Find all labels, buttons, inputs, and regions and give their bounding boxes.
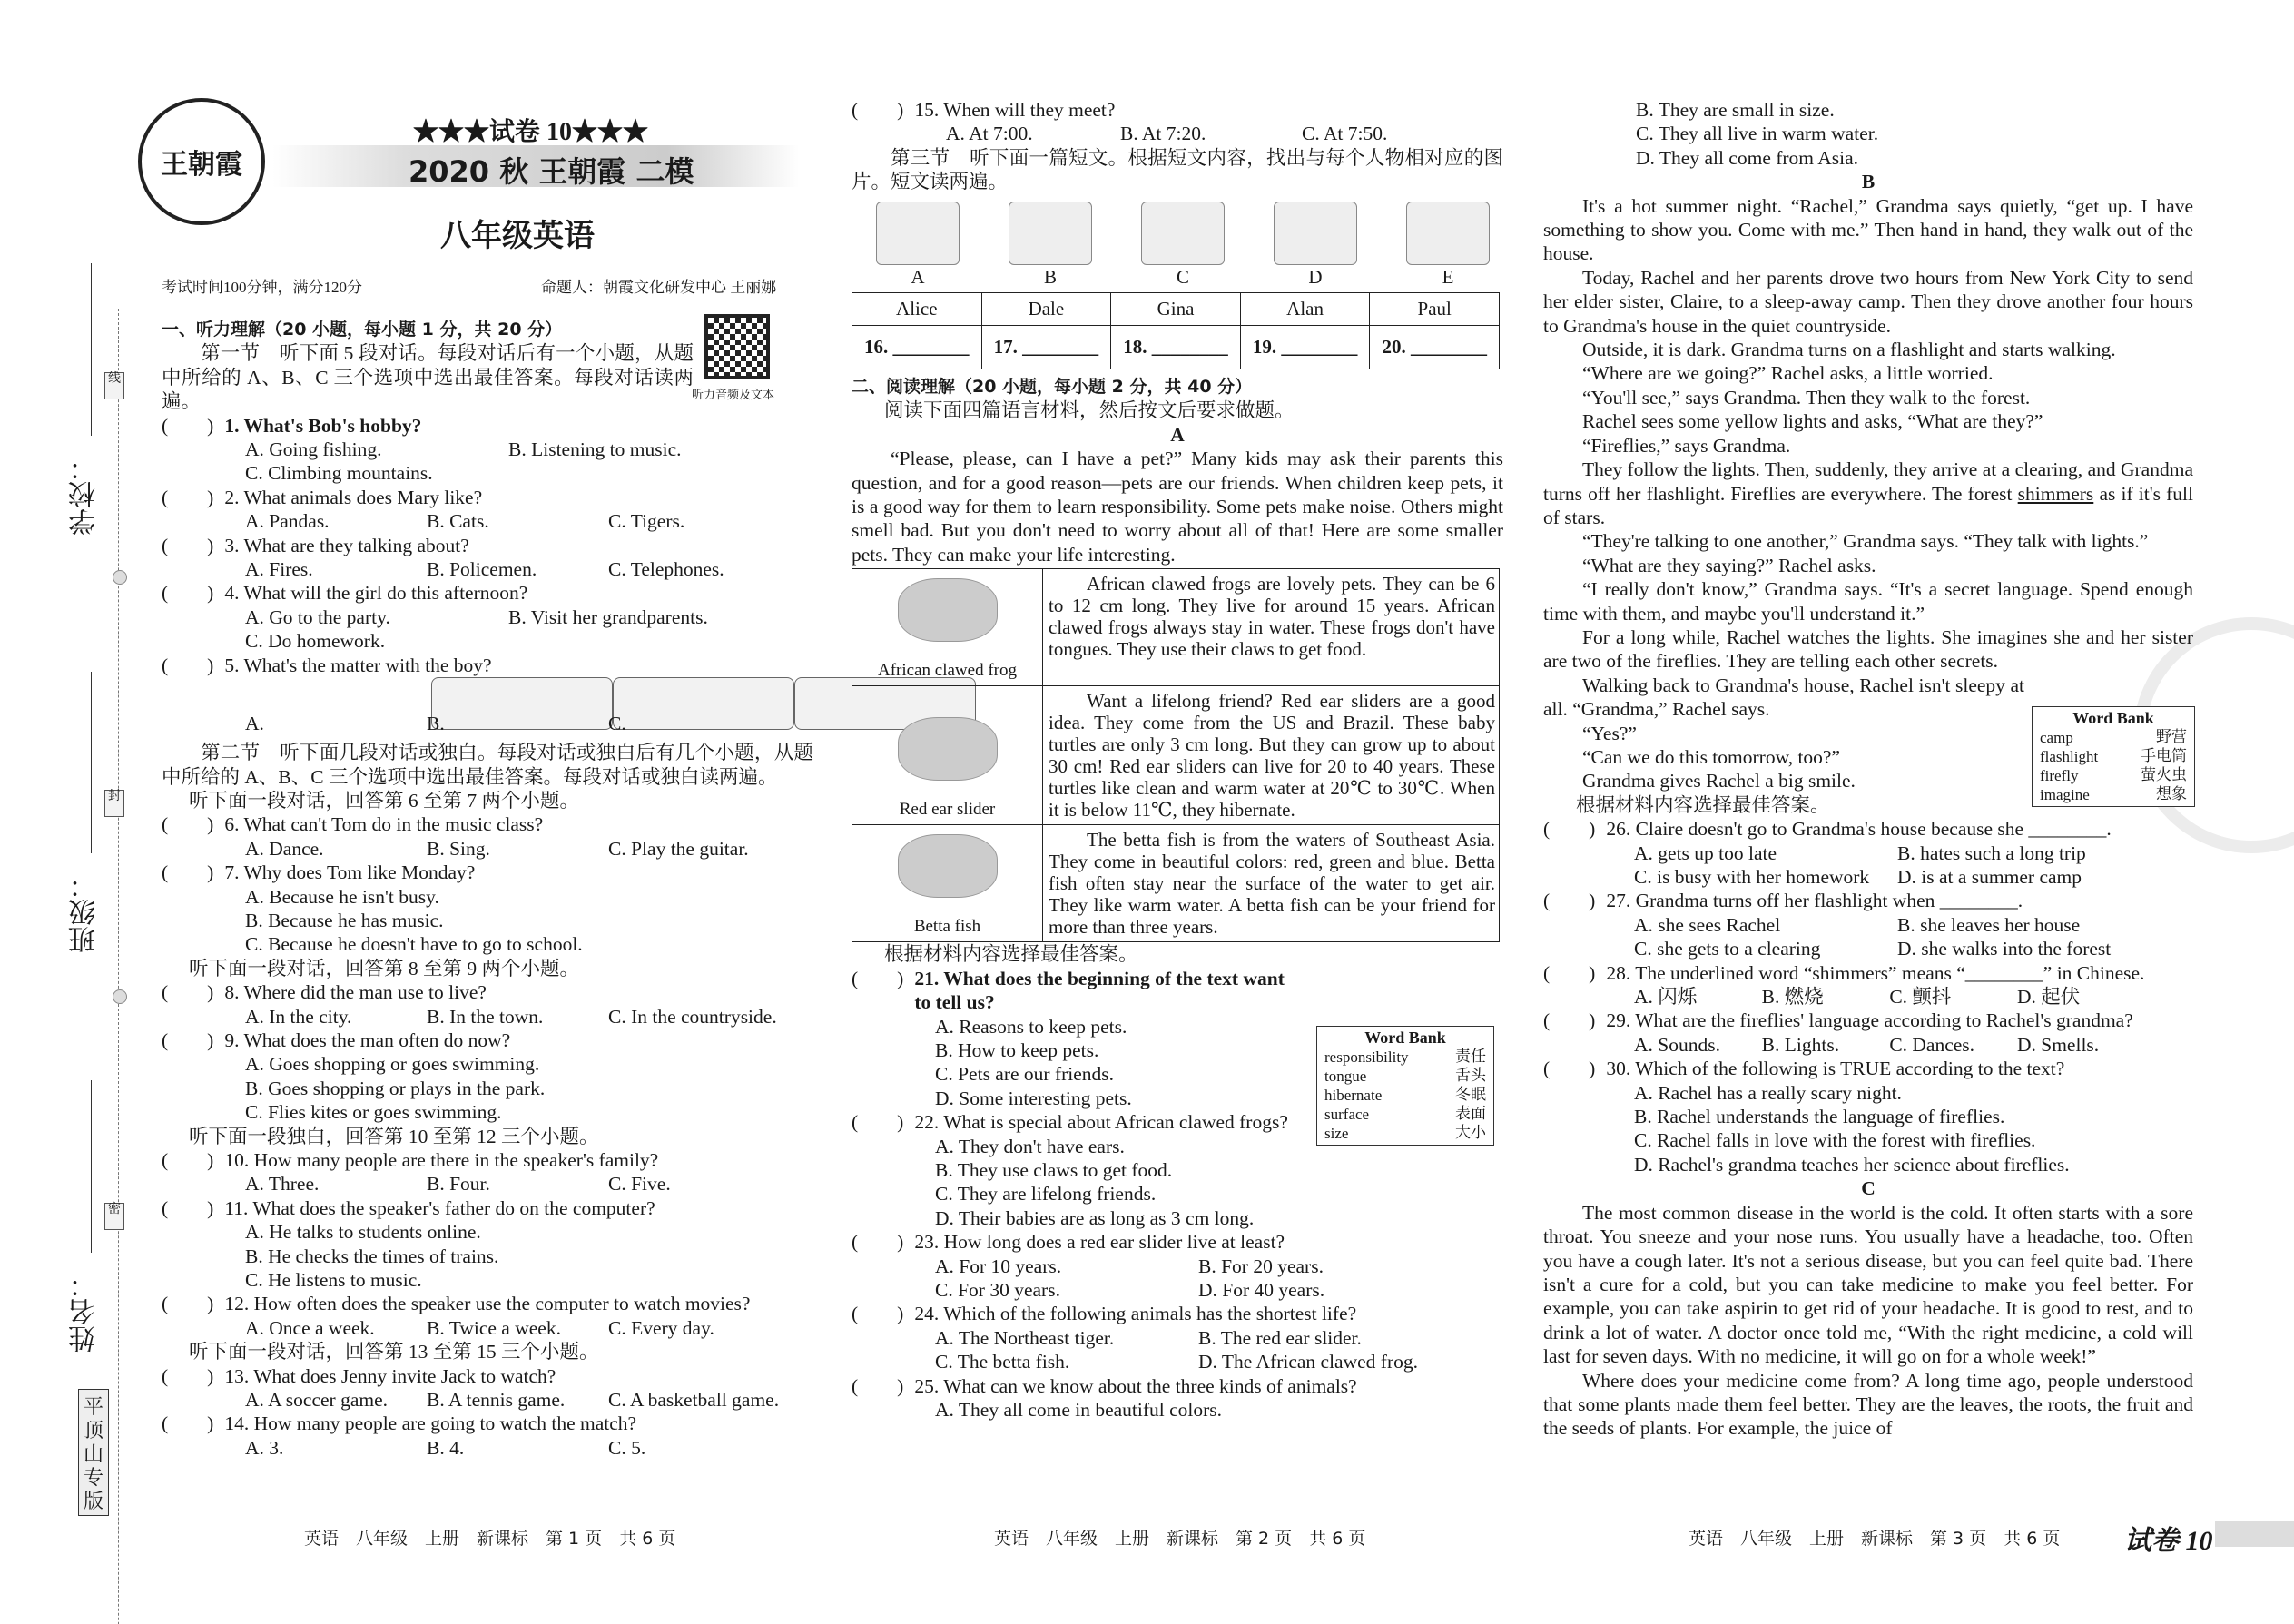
option: A. Reasons to keep pets. <box>935 1015 1127 1038</box>
word-bank-entry: firefly 萤火虫 <box>2040 766 2187 784</box>
options: A. Dance. B. Sing. C. Play the guitar. <box>245 837 749 860</box>
passage-paragraph: Grandma gives Rachel a big smile. <box>1582 770 1856 792</box>
instructions: 阅读下面四篇语言材料，然后按文后要求做题。 <box>884 399 1295 422</box>
answer-blank[interactable]: 20. ________ <box>1370 326 1500 369</box>
question-28: ( ) 28. The underlined word “shimmers” means “________” in Chinese. <box>1543 961 2145 984</box>
picture-label: E <box>1442 265 1454 288</box>
picture-options <box>852 202 1514 289</box>
class-blank <box>91 672 92 853</box>
options: A. B. C. <box>162 677 813 741</box>
exam-tag: 试卷 10 <box>2124 1526 2213 1556</box>
turtle-picture-icon <box>898 717 998 781</box>
options: A. Once a week. B. Twice a week. C. Every day. <box>245 1316 714 1339</box>
answer-blank[interactable]: 18. ________ <box>1111 326 1241 369</box>
question-9: ( ) 9. What does the man often do now? <box>162 1029 511 1051</box>
passage-paragraph: For a long while, Rachel watches the lights. She imagines she and her sister are two of the fireflies. They are telling each other secrets. <box>1543 625 2193 673</box>
question-12: ( ) 12. How often does the speaker use the computer to watch movies? <box>162 1293 751 1315</box>
question-27: ( ) 27. Grandma turns off her flashlight when ________. <box>1543 890 2023 912</box>
option: A. He talks to students online. <box>245 1221 481 1244</box>
option: C. Pets are our friends. <box>935 1063 1115 1086</box>
picture-label: C <box>1176 265 1189 288</box>
question-22: ( ) 22. What is special about African clawed frogs? <box>852 1111 1288 1134</box>
answer-blank[interactable]: 16. ________ <box>852 326 982 369</box>
matching-table <box>852 292 1500 369</box>
question-13: ( ) 13. What does Jenny invite Jack to watch? <box>162 1364 556 1387</box>
options: A. For 10 years. B. For 20 years. <box>935 1255 1324 1277</box>
option: A. Because he isn't busy. <box>245 885 439 908</box>
options: A. Fires. B. Policemen. C. Telephones. <box>245 558 724 581</box>
underlined-word: shimmers <box>2017 482 2094 505</box>
publisher-logo: 王朝霞 <box>138 98 265 225</box>
passage-paragraph: Today, Rachel and her parents drove two hours from New York City to send her elder sister, Claire, to a sleep-away camp. Then they drove another four hours to Grandma's house in the quiet countryside. <box>1543 266 2193 337</box>
option: D. Some interesting pets. <box>935 1087 1132 1109</box>
animal-caption: African clawed frog <box>878 661 1017 681</box>
options: A. Go to the party. B. Visit her grandparents. <box>245 605 708 628</box>
word-bank-entry: hibernate 冬眠 <box>1324 1086 1486 1104</box>
option: A. Goes shopping or goes swimming. <box>245 1053 540 1076</box>
option: D. Their babies are as long as 3 cm long. <box>935 1206 1255 1229</box>
word-bank-b <box>2032 706 2195 807</box>
option: B. They use claws to get food. <box>935 1158 1173 1181</box>
seal-tag-line: 线 <box>104 372 124 399</box>
option: C. Because he doesn't have to go to school. <box>245 933 583 956</box>
fish-text: The betta fish is from the waters of Southeast Asia. They come in beautiful colors: red, green and blue. Betta fish often stay near the surface of the water to get air. They like warm water. A betta fish can be your friend for more than three years. <box>1043 825 1500 942</box>
picture-label: A <box>911 265 925 288</box>
passage-label: A <box>1170 423 1185 446</box>
instructions: 第二节 听下面几段对话或独白。每段对话或独白后有几个小题，从题中所给的 A、B、C 三个选项中选出最佳答案。每段对话或独白读两遍。 <box>162 742 813 788</box>
passage-paragraph: “Fireflies,” says Grandma. <box>1582 434 1791 457</box>
binding-hole-icon <box>113 989 127 1004</box>
options: A. The Northeast tiger. B. The red ear slider. <box>935 1326 1362 1349</box>
options: C. For 30 years. D. For 40 years. <box>935 1278 1325 1301</box>
train-picture-icon <box>1009 202 1092 265</box>
person-name: Paul <box>1370 293 1500 326</box>
question-3: ( ) 3. What are they talking about? <box>162 534 469 556</box>
school-blank <box>91 263 92 436</box>
question-14: ( ) 14. How many people are going to watch the match? <box>162 1412 637 1435</box>
name-label: 姓名： <box>69 1271 101 1353</box>
passage-paragraph: “Where are we going?” Rachel asks, a little worried. <box>1582 362 1994 385</box>
option: B. Because he has music. <box>245 909 444 931</box>
question-21: ( ) 21. What does the beginning of the text want to tell us? <box>852 967 1285 1014</box>
animals-table <box>852 568 1500 942</box>
school-label: 学校： <box>69 454 101 536</box>
exam-duration: 考试时间100分钟，满分120分 <box>162 279 362 296</box>
question-7: ( ) 7. Why does Tom like Monday? <box>162 861 476 884</box>
passage-paragraph: “Can we do this tomorrow, too?” <box>1582 745 1841 768</box>
options: A. 3. B. 4. C. 5. <box>245 1436 646 1459</box>
ping-pong-picture-icon <box>1274 202 1357 265</box>
word-bank-entry: surface 表面 <box>1324 1105 1486 1123</box>
option: B. How to keep pets. <box>935 1038 1099 1061</box>
passage-intro: “Please, please, can I have a pet?” Many kids may ask their parents this question, and for a good reason—pets are our friends. When children keep pets, it is a good way for them to learn responsibility. Some pets make noise. Others might smell bad. But you don't need to worry about all of that! Here are some smaller pets. They can make your life interesting. <box>852 448 1503 566</box>
instructions: 根据材料内容选择最佳答案。 <box>884 943 1138 966</box>
passage-paragraph: They follow the lights. Then, suddenly, they arrive at a clearing, and Grandma turns off her flashlight. Fireflies are everywhere. The forest shimmers as if it's full of stars. <box>1543 458 2193 528</box>
series-label: ★★★试卷 10★★★ <box>413 118 649 146</box>
option: C. Do homework. <box>245 630 386 653</box>
computer-girl-picture-icon <box>1141 202 1225 265</box>
options: A. Sounds. B. Lights. C. Dances. D. Smells. <box>1634 1033 2100 1056</box>
person-name: Alice <box>852 293 982 326</box>
option: C. Flies kites or goes swimming. <box>245 1101 502 1124</box>
passage-paragraph: Where does your medicine come from? A long time ago, people understood that some plants made them feel better. They are the leaves, the roots, the fruit and the seeds of plants. For example, the juice of <box>1543 1369 2193 1440</box>
page1-column <box>162 318 813 1460</box>
question-2: ( ) 2. What animals does Mary like? <box>162 486 483 508</box>
page2-column <box>852 98 1503 1422</box>
option: C. Climbing mountains. <box>245 462 433 485</box>
options: A. Three. B. Four. C. Five. <box>245 1173 671 1196</box>
dialogue-note: 听下面一段对话，回答第 6 至第 7 两个小题。 <box>189 789 580 812</box>
section-heading: 二、阅读理解（20 小题，每小题 2 分，共 40 分） <box>852 377 1253 398</box>
turtle-text: Want a lifelong friend? Red ear sliders are a good idea. They come from the US and Brazil. These baby turtles are only 3 cm long. But they can grow up to about 30 cm! Red ear sliders can live for 20 to 40 years. These turtles like clean and warm water at 20℃ to 30℃. When it is below 11℃, they hibernate. <box>1043 686 1500 825</box>
question-1: ( ) 1. What's Bob's hobby? <box>162 414 422 437</box>
question-10: ( ) 10. How many people are there in the speaker's family? <box>162 1149 659 1171</box>
question-8: ( ) 8. Where did the man use to live? <box>162 981 487 1004</box>
binding-hole-icon <box>113 570 127 585</box>
question-24: ( ) 24. Which of the following animals has the shortest life? <box>852 1303 1357 1325</box>
question-11: ( ) 11. What does the speaker's father do on the computer? <box>162 1196 655 1219</box>
answer-blank[interactable]: 19. ________ <box>1240 326 1370 369</box>
qr-caption: 听力音频及文本 <box>692 388 775 401</box>
exam-subtitle: 八年级英语 <box>440 218 595 254</box>
class-label: 班级： <box>69 871 101 953</box>
name-blank <box>91 1080 92 1253</box>
question-25: ( ) 25. What can we know about the three kinds of animals? <box>852 1374 1357 1397</box>
word-bank-entry: responsibility 责任 <box>1324 1048 1486 1066</box>
animal-caption: Betta fish <box>913 917 981 937</box>
word-bank-title: Word Bank <box>2072 709 2154 727</box>
instructions: 根据材料内容选择最佳答案。 <box>1576 793 1830 816</box>
piano-picture-icon <box>1406 202 1490 265</box>
dialogue-note: 听下面一段独白，回答第 10 至第 12 三个小题。 <box>189 1125 599 1147</box>
picture-label: B <box>1043 265 1057 288</box>
passage-paragraph: Rachel sees some yellow lights and asks, “What are they?” <box>1582 410 2043 433</box>
question-6: ( ) 6. What can't Tom do in the music class? <box>162 813 544 836</box>
passage-paragraph: “You'll see,” says Grandma. Then they walk to the forest. <box>1582 386 2031 408</box>
football-player-picture-icon <box>876 202 960 265</box>
option: A. They don't have ears. <box>935 1135 1125 1157</box>
question-15: ( ) 15. When will they meet? <box>852 99 1116 121</box>
option: A. They all come in beautiful colors. <box>935 1399 1223 1421</box>
picture-label: D <box>1308 265 1323 288</box>
option: C. They all live in warm water. <box>1636 123 1879 145</box>
option: C. They are lifelong friends. <box>935 1183 1157 1206</box>
exam-author: 命题人：朝霞文化研发中心 王丽娜 <box>541 279 777 296</box>
option: B. Goes shopping or plays in the park. <box>245 1077 546 1099</box>
options: A. At 7:00. B. At 7:20. C. At 7:50. <box>946 123 1388 145</box>
passage-paragraph: “Yes?” <box>1582 722 1637 744</box>
passage-paragraph: It's a hot summer night. “Rachel,” Grandma says quietly, “get up. I have something to show you. Come with me.” Then hand in hand, they walk out of the house. <box>1543 194 2193 265</box>
options: C. The betta fish. D. The African clawed frog. <box>935 1351 1418 1373</box>
question-26: ( ) 26. Claire doesn't go to Grandma's house because she ________. <box>1543 818 2112 841</box>
word-bank-entry: camp 野营 <box>2040 728 2187 746</box>
person-name: Dale <box>981 293 1111 326</box>
options: A. A soccer game. B. A tennis game. C. A basketball game. <box>245 1389 780 1412</box>
seal-tag-secret: 密 <box>104 1203 124 1230</box>
fish-picture-icon <box>898 834 998 898</box>
question-4: ( ) 4. What will the girl do this afternoon? <box>162 582 528 605</box>
page-footer: 英语 八年级 上册 新课标 第 3 页 共 6 页 <box>1689 1529 2061 1549</box>
options: C. she gets to a clearing D. she walks into the forest <box>1634 938 2112 960</box>
word-bank-entry: imagine 想象 <box>2040 785 2187 803</box>
options: A. In the city. B. In the town. C. In the countryside. <box>245 1005 777 1028</box>
passage-paragraph: Walking back to Grandma's house, Rachel isn't sleepy at all. “Grandma,” Rachel says. <box>1543 674 2024 721</box>
page-footer: 英语 八年级 上册 新课标 第 1 页 共 6 页 <box>304 1529 676 1549</box>
instructions: 第三节 听下面一篇短文。根据短文内容，找出与每个人物相对应的图片。短文读两遍。 <box>852 146 1503 193</box>
passage-label: C <box>1861 1177 1876 1200</box>
instructions: 第一节 听下面 5 段对话。每段对话后有一个小题，从题中所给的 A、B、C 三个选项中选出最佳答案。每段对话读两遍。 <box>162 342 694 413</box>
passage-paragraph: “I really don't know,” Grandma says. “It's a secret language. Spend enough time with them, and maybe you'll understand it.” <box>1543 578 2193 625</box>
page-footer: 英语 八年级 上册 新课标 第 2 页 共 6 页 <box>994 1529 1366 1549</box>
passage-paragraph: “What are they saying?” Rachel asks. <box>1582 554 1876 576</box>
options: A. Going fishing. B. Listening to music. <box>245 438 682 461</box>
seal-tag-seal: 封 <box>104 790 124 817</box>
option: C. Rachel falls in love with the forest with fireflies. <box>1634 1129 2036 1152</box>
option: D. Rachel's grandma teaches her science about fireflies. <box>1634 1153 2070 1176</box>
passage-paragraph: The most common disease in the world is the cold. It often starts with a sore throat. You sneeze and your nose runs. You usually have a headache, too. Often you have a cough later. It's not a serious disease, but you can feel quite bad. There isn't a cure for a cold, but you can take medicine to make you feel better. For example, you can take aspirin to get rid of your headache. It is good to rest, and to drink a lot of water. A doctor once told me, “With the right medicine, a cold will last for seven days. With no medicine, it will go on for a whole week!” <box>1543 1201 2193 1368</box>
dialogue-note: 听下面一段对话，回答第 13 至第 15 三个小题。 <box>189 1341 599 1363</box>
options: C. is busy with her homework D. is at a summer camp <box>1634 866 2082 888</box>
word-bank-entry: flashlight 手电筒 <box>2040 747 2187 765</box>
option: A. Rachel has a really scary night. <box>1634 1081 1902 1104</box>
binding-line <box>118 309 119 1624</box>
option: B. They are small in size. <box>1636 99 1835 121</box>
question-23: ( ) 23. How long does a red ear slider live at least? <box>852 1231 1285 1254</box>
edition-label: 平顶山专版 <box>78 1389 109 1516</box>
animal-caption: Red ear slider <box>899 800 996 820</box>
exam-title: 2020 秋 王朝霞 二模 <box>409 154 694 189</box>
person-name: Gina <box>1111 293 1241 326</box>
word-bank-title: Word Bank <box>1364 1029 1446 1047</box>
options: A. 闪烁 B. 燃烧 C. 颤抖 D. 起伏 <box>1634 986 2081 1009</box>
passage-paragraph: Outside, it is dark. Grandma turns on a flashlight and starts walking. <box>1582 339 2116 361</box>
question-29: ( ) 29. What are the fireflies' language according to Rachel's grandma? <box>1543 1009 2133 1032</box>
passage-label: B <box>1861 171 1876 193</box>
options: A. she sees Rachel B. she leaves her house <box>1634 913 2081 936</box>
options: A. gets up too late B. hates such a long trip <box>1634 842 2086 864</box>
question-5: ( ) 5. What's the matter with the boy? <box>162 654 492 676</box>
person-name: Alan <box>1240 293 1370 326</box>
answer-blank[interactable]: 17. ________ <box>981 326 1111 369</box>
word-bank-a <box>1316 1026 1494 1146</box>
option: D. They all come from Asia. <box>1636 146 1859 169</box>
word-bank-entry: tongue 舌头 <box>1324 1067 1486 1085</box>
question-30: ( ) 30. Which of the following is TRUE according to the text? <box>1543 1058 2065 1080</box>
passage-paragraph: “They're talking to one another,” Grandma says. “They talk with lights.” <box>1582 530 2149 553</box>
frog-picture-icon <box>898 578 998 642</box>
section-heading: 一、听力理解（20 小题，每小题 1 分，共 20 分） <box>162 320 563 340</box>
option: C. He listens to music. <box>245 1269 422 1292</box>
option: B. Rachel understands the language of fireflies. <box>1634 1106 2005 1128</box>
frog-text: African clawed frogs are lovely pets. They can be 6 to 12 cm long. They live for around 15 years. African clawed frogs always stay in water. These frogs don't have tongues. They use their claws to get food. <box>1043 569 1500 686</box>
option: B. He checks the times of trains. <box>245 1245 499 1267</box>
dialogue-note: 听下面一段对话，回答第 8 至第 9 两个小题。 <box>189 957 580 979</box>
options: A. Pandas. B. Cats. C. Tigers. <box>245 510 685 533</box>
word-bank-entry: size 大小 <box>1324 1124 1486 1142</box>
footer-bar <box>2215 1521 2294 1547</box>
